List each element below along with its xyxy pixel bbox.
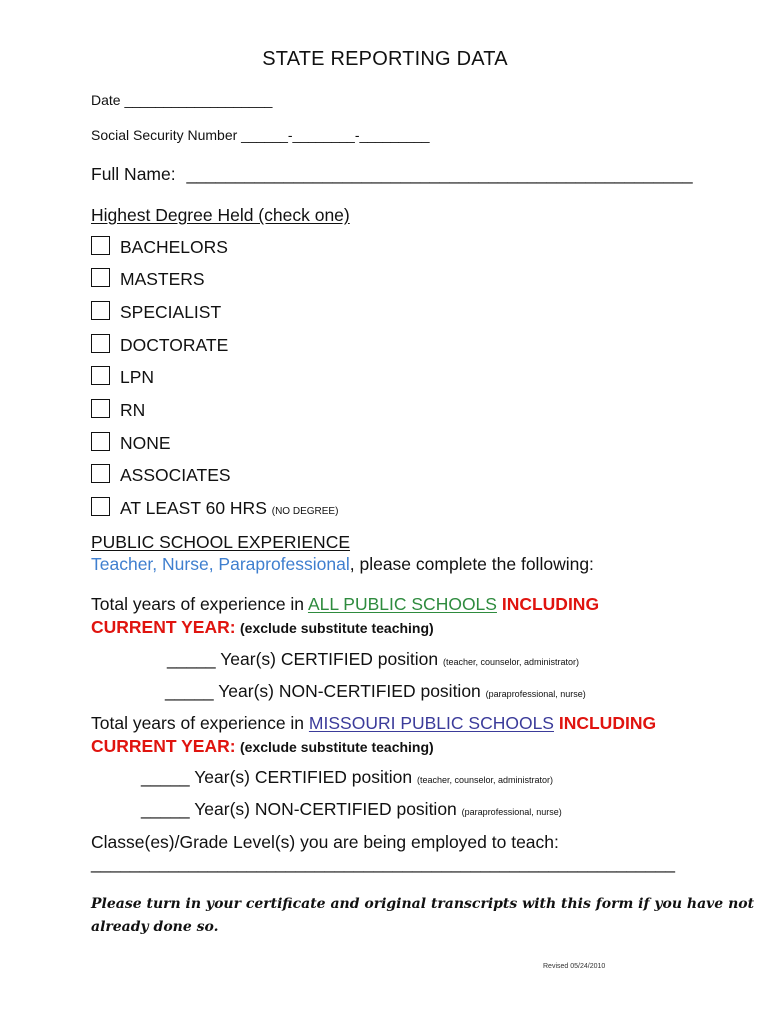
classes-line[interactable]: ____________________________________________________________ (91, 853, 675, 873)
date-line[interactable]: ___________________ (124, 92, 273, 108)
option-label-masters: MASTERS (120, 269, 205, 289)
date-field[interactable] (91, 92, 272, 108)
full-name-label: Full Name: (91, 164, 176, 184)
degree-heading: Highest Degree Held (check one) (91, 205, 350, 225)
ssn-line[interactable]: ______-________-_________ (241, 127, 430, 143)
all-prefix: Total years of experience in (91, 594, 305, 614)
checkbox-masters[interactable] (91, 268, 110, 287)
all-noncert-row[interactable] (165, 681, 586, 702)
ssn-label: Social Security Number (91, 127, 238, 143)
experience-heading: PUBLIC SCHOOL EXPERIENCE (91, 532, 351, 552)
missouri-schools-question (91, 713, 656, 734)
all-noncert-text: Year(s) NON-CERTIFIED position (218, 681, 481, 701)
checkbox-specialist[interactable] (91, 301, 110, 320)
mo-certified-text: Year(s) CERTIFIED position (194, 767, 413, 787)
checkbox-rn[interactable] (91, 399, 110, 418)
roles-text: Teacher, Nurse, Paraprofessional (91, 554, 350, 574)
checkbox-lpn[interactable] (91, 366, 110, 385)
checkbox-none[interactable] (91, 432, 110, 451)
full-name-field[interactable] (91, 164, 693, 185)
option-label-doctorate: DOCTORATE (120, 335, 229, 355)
checkbox-bachelors[interactable] (91, 236, 110, 255)
mo-noncert-line[interactable]: _____ (141, 799, 190, 819)
all-noncert-line[interactable]: _____ (165, 681, 214, 701)
mo-certified-line[interactable]: _____ (141, 767, 190, 787)
mo-noncert-row[interactable] (141, 799, 562, 820)
checkbox-doctorate[interactable] (91, 334, 110, 353)
footer-note-line-1: Please turn in your certificate and original transcripts with this form if you have not (91, 896, 755, 912)
all-current-label: CURRENT YEAR: (91, 617, 236, 637)
missouri-public-schools-text: MISSOURI PUBLIC SCHOOLS (308, 713, 554, 733)
full-name-line[interactable]: ____________________________________________________ (186, 164, 693, 184)
checkbox-associates[interactable] (91, 464, 110, 483)
mo-current-label: CURRENT YEAR: (91, 736, 236, 756)
page-title: STATE REPORTING DATA (262, 48, 508, 70)
all-certified-note: (teacher, counselor, administrator) (442, 657, 580, 667)
option-label-bachelors: BACHELORS (120, 237, 228, 257)
ssn-field[interactable] (91, 127, 430, 143)
option-label-specialist: SPECIALIST (120, 302, 222, 322)
all-certified-line[interactable]: _____ (167, 649, 216, 669)
date-label: Date (91, 92, 121, 108)
option-label-none: NONE (120, 433, 171, 453)
classes-label: Classe(es)/Grade Level(s) you are being employed to teach: (91, 832, 559, 852)
checkbox-60-hrs[interactable] (91, 497, 110, 516)
option-label-60-hrs-text: AT LEAST 60 HRS (120, 498, 267, 518)
mo-prefix: Total years of experience in (91, 713, 305, 733)
mo-including: INCLUDING (558, 713, 657, 733)
option-label-associates: ASSOCIATES (120, 465, 231, 485)
all-including: INCLUDING (501, 594, 600, 614)
mo-current-year (91, 736, 434, 757)
all-exclude-note: (exclude substitute teaching) (240, 620, 434, 636)
all-public-schools-text: ALL PUBLIC SCHOOLS (307, 594, 497, 614)
all-noncert-note: (paraprofessional, nurse) (485, 689, 586, 699)
mo-certified-row[interactable] (141, 767, 553, 788)
experience-intro (91, 554, 594, 575)
revised-date: Revised 05/24/2010 (543, 963, 606, 970)
mo-noncert-text: Year(s) NON-CERTIFIED position (194, 799, 457, 819)
mo-exclude-note: (exclude substitute teaching) (240, 739, 434, 755)
mo-noncert-note: (paraprofessional, nurse) (461, 807, 562, 817)
option-label-rn: RN (120, 400, 146, 420)
footer-note-line-2: already done so. (91, 919, 219, 935)
all-certified-row[interactable] (167, 649, 579, 670)
roles-suffix: , please complete the following: (349, 554, 594, 574)
all-current-year (91, 617, 434, 638)
all-certified-text: Year(s) CERTIFIED position (220, 649, 439, 669)
mo-certified-note: (teacher, counselor, administrator) (416, 775, 554, 785)
option-label-lpn: LPN (120, 367, 155, 387)
all-schools-question (91, 594, 599, 615)
no-degree-note: (NO DEGREE) (271, 506, 339, 517)
option-label-60-hrs (120, 498, 338, 519)
